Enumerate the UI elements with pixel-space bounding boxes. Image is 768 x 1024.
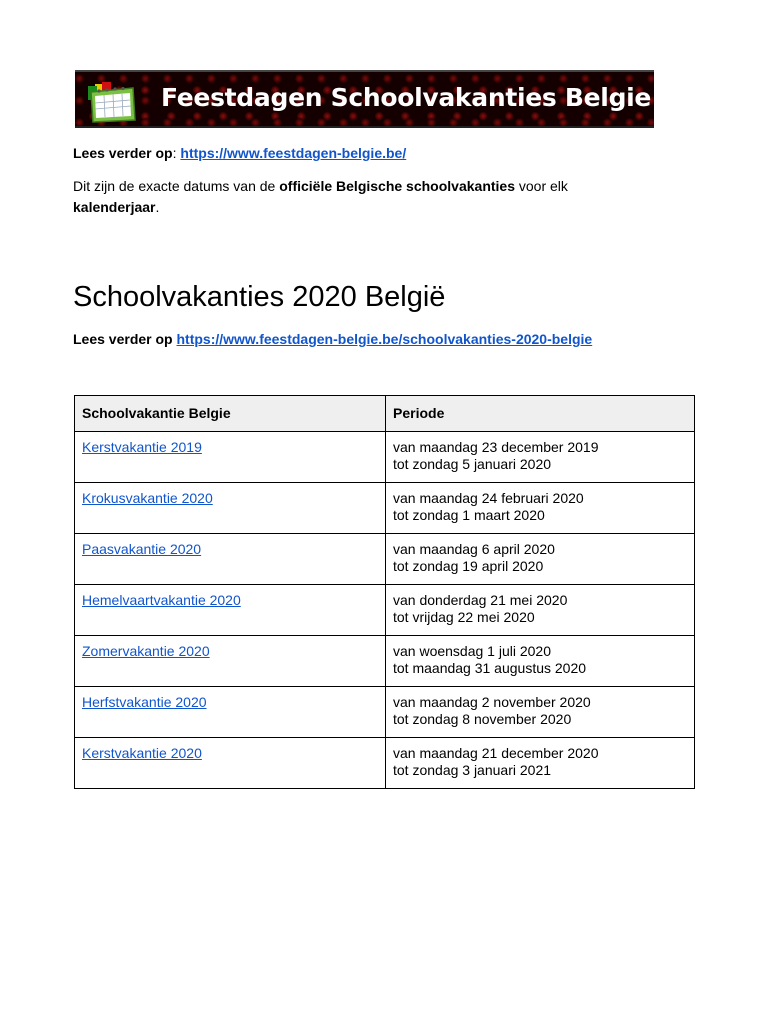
vacation-cell	[75, 585, 386, 636]
table-row	[75, 738, 695, 789]
site-banner	[75, 70, 654, 128]
intro-read-more	[73, 143, 406, 163]
period-cell	[386, 534, 695, 585]
period-from: van maandag 6 april 2020	[393, 541, 555, 557]
table-row	[75, 585, 695, 636]
intro-text-1: Dit zijn de exacte datums van de	[73, 178, 276, 194]
period-to: tot zondag 19 april 2020	[393, 558, 544, 574]
vacation-link[interactable]: Kerstvakantie 2020	[82, 745, 202, 761]
period-to: tot zondag 5 januari 2020	[393, 456, 552, 472]
column-header-vacation: Schoolvakantie Belgie	[75, 396, 386, 432]
period-from: van maandag 24 februari 2020	[393, 490, 584, 506]
read-more-colon: :	[172, 145, 177, 161]
intro-bold-1: officiële Belgische schoolvakanties	[279, 178, 515, 194]
period-from: van maandag 23 december 2019	[393, 439, 599, 455]
period-from: van maandag 2 november 2020	[393, 694, 591, 710]
vacation-link[interactable]: Hemelvaartvakantie 2020	[82, 592, 241, 608]
period-cell	[386, 483, 695, 534]
period-to: tot zondag 3 januari 2021	[393, 762, 552, 778]
vacation-cell	[75, 738, 386, 789]
period-to: tot zondag 8 november 2020	[393, 711, 572, 727]
period-cell	[386, 432, 695, 483]
vacation-cell	[75, 687, 386, 738]
period-cell	[386, 585, 695, 636]
banner-title: Feestdagen Schoolvakanties Belgie	[161, 83, 652, 112]
page-title: Schoolvakanties 2020 België	[73, 281, 446, 313]
section-read-more-label: Lees verder op	[73, 331, 173, 347]
vacation-cell	[75, 636, 386, 687]
column-header-period: Periode	[386, 396, 695, 432]
intro-text-2: voor elk	[518, 178, 568, 194]
calendar-icon	[85, 78, 137, 124]
intro-text-end: .	[155, 199, 160, 215]
table-header-row	[75, 396, 695, 432]
read-more-label: Lees verder op	[73, 145, 173, 161]
vacation-link[interactable]: Zomervakantie 2020	[82, 643, 210, 659]
period-cell	[386, 636, 695, 687]
period-to: tot zondag 1 maart 2020	[393, 507, 545, 523]
period-to: tot maandag 31 augustus 2020	[393, 660, 587, 676]
vacation-table	[74, 395, 695, 789]
period-from: van woensdag 1 juli 2020	[393, 643, 552, 659]
vacation-cell	[75, 432, 386, 483]
period-from: van donderdag 21 mei 2020	[393, 592, 568, 608]
vacation-link[interactable]: Kerstvakantie 2019	[82, 439, 202, 455]
period-to: tot vrijdag 22 mei 2020	[393, 609, 535, 625]
site-link[interactable]: https://www.feestdagen-belgie.be/	[180, 145, 407, 161]
table-row	[75, 636, 695, 687]
intro-paragraph	[73, 176, 633, 218]
section-link[interactable]: https://www.feestdagen-belgie.be/schoolvakanties-2020-belgie	[176, 331, 593, 347]
section-read-more	[73, 329, 592, 349]
period-from: van maandag 21 december 2020	[393, 745, 599, 761]
table-row	[75, 534, 695, 585]
period-cell	[386, 687, 695, 738]
vacation-link[interactable]: Krokusvakantie 2020	[82, 490, 213, 506]
table-row	[75, 432, 695, 483]
period-cell	[386, 738, 695, 789]
vacation-cell	[75, 483, 386, 534]
vacation-link[interactable]: Paasvakantie 2020	[82, 541, 202, 557]
intro-bold-2: kalenderjaar	[73, 199, 156, 215]
vacation-link[interactable]: Herfstvakantie 2020	[82, 694, 207, 710]
vacation-cell	[75, 534, 386, 585]
table-row	[75, 483, 695, 534]
table-row	[75, 687, 695, 738]
